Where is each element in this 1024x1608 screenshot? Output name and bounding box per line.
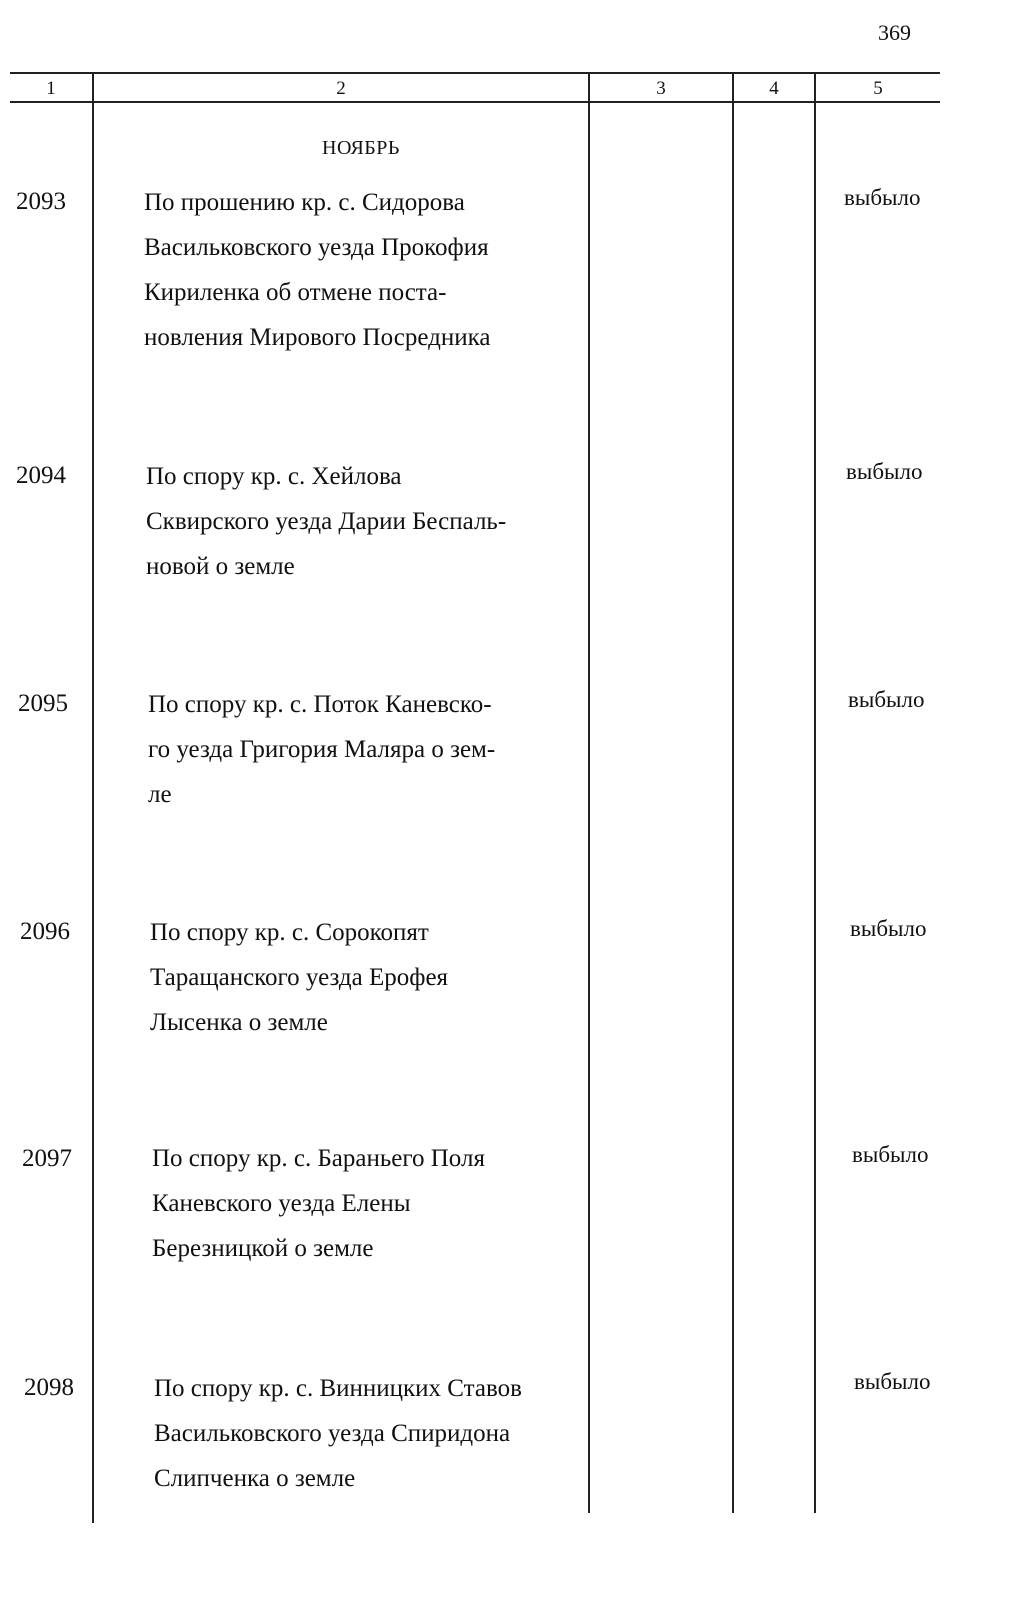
- entry-line: Кириленка об отмене поста-: [144, 279, 447, 306]
- column-header-4: 4: [769, 78, 779, 99]
- entry-line: Васильковского уезда Спиридона: [154, 1420, 511, 1447]
- entry-line: го уезда Григория Маляра о зем-: [148, 736, 496, 763]
- entry-line: По спору кр. с. Винницких Ставов: [154, 1375, 522, 1402]
- column-divider-2: [588, 73, 590, 1513]
- table-top-rule: [10, 72, 940, 74]
- column-header-5: 5: [873, 78, 883, 99]
- entry-line: Васильковского уезда Прокофия: [144, 234, 489, 261]
- entry-status: выбыло: [848, 687, 925, 712]
- column-divider-4: [814, 73, 816, 1513]
- entry-line: Березницкой о земле: [152, 1235, 374, 1262]
- entry-number: 2097: [22, 1145, 72, 1172]
- entry-description: [150, 910, 566, 1045]
- column-header-3: 3: [656, 78, 666, 99]
- entry-line: новления Мирового Посредника: [144, 324, 491, 351]
- column-header-1: 1: [46, 78, 56, 99]
- entry-line: Сквирского уезда Дарии Беспаль-: [146, 508, 507, 535]
- column-divider-1: [92, 73, 94, 1523]
- entry-line: По спору кр. с. Хейлова: [146, 463, 402, 490]
- entry-line: Таращанского уезда Ерофея: [150, 964, 449, 991]
- entry-description: [154, 1366, 570, 1501]
- entry-line: По спору кр. с. Сорокопят: [150, 919, 429, 946]
- entry-line: Лысенка о земле: [150, 1009, 328, 1036]
- entry-line: Слипченка о земле: [154, 1465, 356, 1492]
- entry-line: ле: [148, 781, 172, 808]
- entry-number: 2095: [18, 690, 68, 717]
- entry-line: новой о земле: [146, 553, 295, 580]
- entry-line: По спору кр. с. Бараньего Поля: [152, 1145, 485, 1172]
- entry-description: [144, 180, 560, 360]
- entry-description: [146, 454, 562, 589]
- entry-number: 2094: [16, 462, 66, 489]
- column-header-2: 2: [336, 78, 346, 99]
- entry-line: По прошению кр. с. Сидорова: [144, 189, 465, 216]
- page-number: 369: [878, 20, 911, 45]
- entry-status: выбыло: [850, 916, 927, 941]
- entry-line: По спору кр. с. Поток Каневско-: [148, 691, 492, 718]
- entry-status: выбыло: [852, 1142, 929, 1167]
- table-header-rule: [10, 101, 940, 103]
- entry-number: 2098: [24, 1374, 74, 1401]
- column-divider-3: [732, 73, 734, 1513]
- entry-description: [152, 1136, 568, 1271]
- month-heading: НОЯБРЬ: [322, 137, 400, 159]
- entry-description: [148, 682, 564, 817]
- entry-number: 2096: [20, 918, 70, 945]
- entry-status: выбыло: [846, 459, 923, 484]
- entry-number: 2093: [16, 188, 66, 215]
- entry-line: Каневского уезда Елены: [152, 1190, 411, 1217]
- entry-status: выбыло: [854, 1369, 931, 1394]
- entry-status: выбыло: [844, 185, 921, 210]
